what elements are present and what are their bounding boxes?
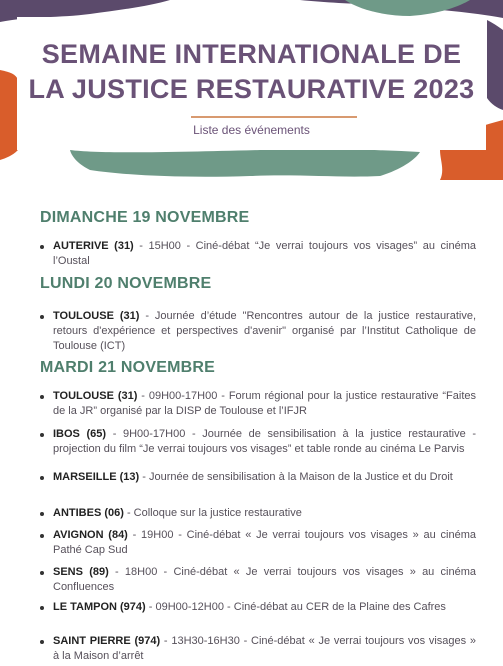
bullet-icon xyxy=(40,534,44,538)
page-subtitle: Liste des événements xyxy=(193,123,310,137)
event-city: SENS (89) xyxy=(53,566,109,578)
list-item xyxy=(40,565,476,595)
bullet-icon xyxy=(40,512,44,516)
brush-purple-right xyxy=(487,20,503,110)
brush-orange-left xyxy=(0,70,18,160)
bullet-icon xyxy=(40,245,44,249)
event-city: AUTERIVE (31) xyxy=(53,240,134,252)
list-item xyxy=(40,634,476,664)
event-text: - 09H00-17H00 - Forum régional pour la justice restaurative “Faites de la JR” organisé par la DISP de Toulouse et l’IFJR xyxy=(53,390,477,417)
event-city: ANTIBES (06) xyxy=(53,507,124,519)
title-divider xyxy=(191,116,357,118)
day-heading-sunday: DIMANCHE 19 NOVEMBRE xyxy=(40,209,250,226)
event-text: - Journée d’étude "Rencontres autour de la justice restaurative, retours d'expérience et perspectives d'avenir" organisé par l’Institut Catholique de Toulouse (ICT) xyxy=(53,310,477,352)
event-text: - Journée de sensibilisation à la Maison de la Justice et du Droit xyxy=(139,471,453,483)
day-heading-tuesday: MARDI 21 NOVEMBRE xyxy=(40,359,215,376)
event-text: - 13H30-16H30 - Ciné-débat « Je verrai toujours vos visages » à la Maison d’arrêt xyxy=(53,635,477,662)
title-line-2: LA JUSTICE RESTAURATIVE 2023 xyxy=(28,74,475,104)
event-text: - 19H00 - Ciné-débat « Je verrai toujours vos visages » au cinéma Pathé Cap Sud xyxy=(53,529,477,556)
event-text: - Colloque sur la justice restaurative xyxy=(123,507,302,519)
day-heading-monday: LUNDI 20 NOVEMBRE xyxy=(40,275,212,292)
title-line-1: SEMAINE INTERNATIONALE DE xyxy=(41,39,462,69)
event-city: TOULOUSE (31) xyxy=(53,390,138,402)
event-text: - 09H00-12H00 - Ciné-débat au CER de la Plaine des Cafres xyxy=(145,601,446,613)
event-text: - 15H00 - Ciné-débat “Je verrai toujours vos visages” au cinéma l’Oustal xyxy=(53,240,476,267)
bullet-icon xyxy=(40,433,44,437)
bullet-icon xyxy=(40,606,44,610)
brush-green-top xyxy=(345,0,470,16)
list-item xyxy=(40,239,476,269)
list-item xyxy=(40,427,476,457)
brush-green-bottom xyxy=(70,149,420,177)
bullet-icon xyxy=(40,571,44,575)
list-item xyxy=(40,506,476,521)
list-item xyxy=(40,309,476,354)
event-text: - 18H00 - Ciné-débat « Je verrai toujours vos visages » au cinéma Confluences xyxy=(53,566,477,593)
event-city: SAINT PIERRE (974) xyxy=(53,635,161,647)
page-title xyxy=(17,37,486,107)
list-item xyxy=(40,528,476,558)
list-item xyxy=(40,600,476,615)
bullet-icon xyxy=(40,395,44,399)
event-city: LE TAMPON (974) xyxy=(53,601,146,613)
event-city: MARSEILLE (13) xyxy=(53,471,140,483)
event-city: IBOS (65) xyxy=(53,428,107,440)
event-city: AVIGNON (84) xyxy=(53,529,128,541)
event-city: TOULOUSE (31) xyxy=(53,310,140,322)
header-brush-strokes xyxy=(0,0,503,180)
title-card xyxy=(17,17,486,150)
bullet-icon xyxy=(40,315,44,319)
list-item xyxy=(40,470,476,485)
list-item xyxy=(40,389,476,419)
bullet-icon xyxy=(40,476,44,480)
event-text: - 9H00-17H00 - Journée de sensibilisation à la justice restaurative - projection du film “Je verrai toujours vos visages” et table ronde au cinéma Le Parvis xyxy=(53,428,477,455)
bullet-icon xyxy=(40,640,44,644)
